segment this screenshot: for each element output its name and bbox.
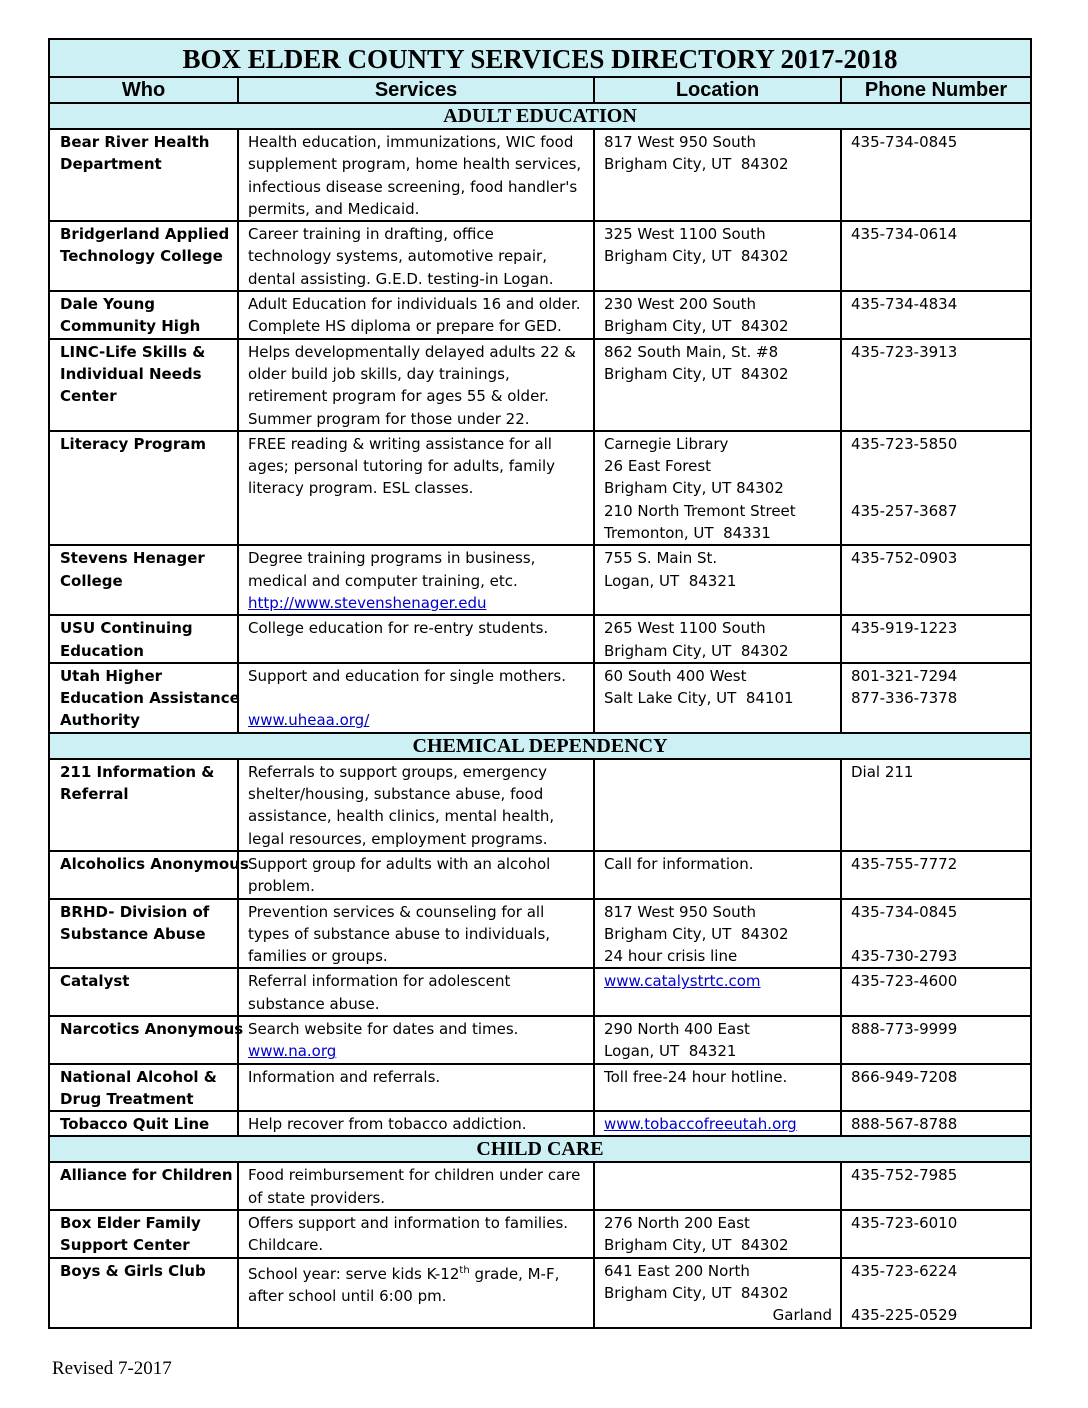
location-line: 290 North 400 East <box>604 1019 750 1038</box>
location-line: Brigham City, UT 84302 <box>604 364 789 383</box>
services-line: of state providers. <box>248 1188 386 1207</box>
cell-who <box>49 545 238 615</box>
services-line: Referral information for adolescent <box>248 972 511 991</box>
cell-location <box>594 663 841 733</box>
directory-page <box>48 38 1030 1329</box>
phone-line: 435-723-6010 <box>851 1214 958 1233</box>
location-line: 817 West 950 South <box>604 133 757 151</box>
services-line: Food reimbursement for children under care <box>248 1166 581 1185</box>
cell-location <box>594 129 841 221</box>
location-line: Brigham City, UT 84302 <box>604 247 789 266</box>
location-line: 817 West 950 South <box>604 902 757 921</box>
services-directory-table <box>48 38 1032 1329</box>
phone-line: 435-752-7985 <box>851 1166 958 1185</box>
cell-phone <box>841 1210 1031 1258</box>
services-line: Prevention services & counseling for all <box>248 902 545 921</box>
cell-phone <box>841 129 1031 221</box>
column-header-row <box>49 77 1031 103</box>
cell-services <box>238 431 594 545</box>
cell-who <box>49 615 238 663</box>
phone-line: 435-730-2793 <box>851 947 958 966</box>
location-line: 862 South Main, St. #8 <box>604 342 779 361</box>
section-title: CHILD CARE <box>49 1136 1031 1162</box>
cell-services <box>238 339 594 431</box>
phone-blank <box>851 1282 1022 1304</box>
services-line: Support group for adults with an alcohol <box>248 854 551 873</box>
cell-phone <box>841 1064 1031 1112</box>
directory-row <box>49 968 1031 1016</box>
cell-services <box>238 545 594 615</box>
directory-row <box>49 339 1031 431</box>
who-line: Education <box>60 641 144 660</box>
services-line: Summer program for those under 22. <box>248 409 530 428</box>
cell-who <box>49 851 249 899</box>
cell-location <box>594 1210 841 1258</box>
services-line: School year: serve kids K-12th grade, M-F, <box>248 1264 560 1283</box>
services-line: Information and referrals. <box>248 1067 441 1086</box>
services-line: Health education, immunizations, WIC food <box>248 133 574 151</box>
services-line: Help recover from tobacco addiction. <box>248 1115 527 1134</box>
location-line: 210 North Tremont Street <box>604 501 796 520</box>
services-line: FREE reading & writing assistance for all <box>248 434 552 453</box>
phone-line: 435-734-0845 <box>851 133 958 151</box>
directory-row <box>49 851 1031 899</box>
who-line: Alliance for Children <box>60 1166 233 1185</box>
cell-location <box>594 1111 841 1136</box>
services-line: infectious disease screening, food handler's <box>248 177 578 196</box>
cell-phone <box>841 1016 1031 1064</box>
services-line: Offers support and information to families. <box>248 1214 569 1233</box>
cell-services <box>238 1111 594 1136</box>
cell-phone <box>841 851 1031 899</box>
who-line: Substance Abuse <box>60 924 206 943</box>
location-line: Brigham City, UT 84302 <box>604 924 789 943</box>
cell-who <box>49 759 238 851</box>
column-header-phone: Phone Number <box>841 77 1031 103</box>
who-line: Stevens Henager <box>60 549 205 568</box>
services-line: permits, and Medicaid. <box>248 199 420 218</box>
cell-who <box>49 1210 238 1258</box>
who-line: Narcotics Anonymous <box>60 1019 244 1038</box>
cell-who <box>49 1064 238 1112</box>
cell-phone <box>841 545 1031 615</box>
cell-phone <box>841 615 1031 663</box>
cell-services <box>238 129 594 221</box>
cell-who <box>49 129 238 221</box>
location-line: Brigham City, UT 84302 <box>604 317 789 336</box>
services-line: retirement program for ages 55 & older. <box>248 387 549 406</box>
location-line: 26 East Forest <box>604 457 712 476</box>
location-line: 641 East 200 North <box>604 1261 750 1280</box>
phone-line: 866-949-7208 <box>851 1067 958 1086</box>
location-line: Brigham City, UT 84302 <box>604 1283 789 1302</box>
phone-line: 435-734-0614 <box>851 225 958 244</box>
who-line: Department <box>60 155 162 174</box>
location-line: Carnegie Library <box>604 434 729 453</box>
section-header-row <box>49 103 1031 129</box>
cell-location <box>594 968 841 1016</box>
who-line: Authority <box>60 711 140 730</box>
cell-services <box>238 1064 594 1112</box>
phone-line: 888-567-8788 <box>851 1115 958 1134</box>
services-line: College education for re-entry students. <box>248 619 549 638</box>
phone-line: 435-723-6224 <box>851 1261 958 1280</box>
who-line: Tobacco Quit Line <box>60 1115 210 1134</box>
section-header-row <box>49 733 1031 759</box>
who-line: Alcoholics Anonymous <box>60 854 249 873</box>
cell-who <box>49 899 238 969</box>
services-line: Career training in drafting, office <box>248 225 494 244</box>
services-line: literacy program. ESL classes. <box>248 479 474 498</box>
directory-row <box>49 759 1031 851</box>
directory-row <box>49 615 1031 663</box>
who-line: Education Assistance <box>60 689 240 708</box>
location-line: 230 West 200 South <box>604 295 757 314</box>
cell-location <box>594 339 841 431</box>
column-header-location: Location <box>594 77 841 103</box>
location-website-link[interactable]: www.tobaccofreeutah.org <box>604 1115 797 1134</box>
who-line: Box Elder Family <box>60 1214 201 1233</box>
phone-line: 435-755-7772 <box>851 854 958 873</box>
who-line: Catalyst <box>60 972 130 991</box>
cell-services <box>238 291 594 339</box>
directory-row <box>49 291 1031 339</box>
phone-blank <box>851 923 1022 945</box>
who-line: Community High <box>60 317 201 336</box>
phone-line: 435-752-0903 <box>851 549 958 568</box>
who-line: Drug Treatment <box>60 1089 194 1108</box>
phone-blank <box>851 477 1022 499</box>
cell-location <box>594 1258 841 1328</box>
directory-row <box>49 1016 1031 1064</box>
location-website-link[interactable]: www.catalystrtc.com <box>604 972 761 991</box>
section-title: ADULT EDUCATION <box>49 103 1031 129</box>
revision-footer: Revised 7-2017 <box>52 1358 172 1379</box>
directory-row <box>49 545 1031 615</box>
cell-services <box>238 759 594 851</box>
who-line: Referral <box>60 785 129 804</box>
services-website-link[interactable]: www.na.org <box>248 1042 337 1061</box>
cell-location <box>594 851 841 899</box>
phone-line: 435-257-3687 <box>851 501 958 520</box>
cell-services <box>238 663 594 733</box>
cell-services <box>238 615 594 663</box>
location-line: Brigham City, UT 84302 <box>604 1236 789 1255</box>
directory-row <box>49 1210 1031 1258</box>
cell-phone <box>841 759 1031 851</box>
cell-services <box>238 1016 594 1064</box>
cell-phone <box>841 968 1031 1016</box>
cell-who <box>49 1016 244 1064</box>
location-line: 265 West 1100 South <box>604 619 766 638</box>
services-line: after school until 6:00 pm. <box>248 1286 447 1305</box>
phone-line: 435-919-1223 <box>851 619 958 638</box>
section-header-row <box>49 1136 1031 1162</box>
who-line: USU Continuing <box>60 619 193 638</box>
cell-phone <box>841 663 1031 733</box>
who-line: 211 Information & <box>60 762 215 781</box>
phone-line: 435-723-5850 <box>851 434 958 453</box>
location-line: 755 S. Main St. <box>604 549 718 568</box>
cell-location <box>594 431 841 545</box>
cell-location <box>594 291 841 339</box>
services-line: shelter/housing, substance abuse, food <box>248 785 544 804</box>
cell-phone <box>841 899 1031 969</box>
directory-row <box>49 663 1031 733</box>
cell-who <box>49 663 238 733</box>
location-line: 276 North 200 East <box>604 1214 750 1233</box>
location-line: Toll free-24 hour hotline. <box>604 1067 788 1086</box>
services-line: older build job skills, day trainings, <box>248 364 510 383</box>
services-website-link[interactable]: http://www.stevenshenager.edu <box>248 593 487 612</box>
phone-line: 435-723-4600 <box>851 972 958 991</box>
cell-location <box>594 899 841 969</box>
location-line: Tremonton, UT 84331 <box>604 524 771 543</box>
services-website-link[interactable]: www.uheaa.org/ <box>248 711 370 730</box>
directory-row <box>49 431 1031 545</box>
services-line: Support and education for single mothers. <box>248 666 566 685</box>
cell-location <box>594 1016 841 1064</box>
section-title: CHEMICAL DEPENDENCY <box>49 733 1031 759</box>
services-blank <box>248 687 585 709</box>
directory-row <box>49 899 1031 969</box>
services-line: legal resources, employment programs. <box>248 829 548 848</box>
who-line: Individual Needs <box>60 364 202 383</box>
column-header-services: Services <box>238 77 594 103</box>
cell-services <box>238 851 594 899</box>
phone-line: 877-336-7378 <box>851 689 958 708</box>
services-line: substance abuse. <box>248 994 380 1013</box>
who-line: Bridgerland Applied <box>60 225 230 244</box>
cell-services <box>238 1210 594 1258</box>
cell-who <box>49 1162 238 1210</box>
directory-row <box>49 1111 1031 1136</box>
location-line: Garland <box>772 1306 832 1325</box>
who-line: Utah Higher <box>60 666 163 685</box>
phone-blank <box>851 455 1022 477</box>
location-line: Brigham City, UT 84302 <box>604 155 789 174</box>
location-line: 60 South 400 West <box>604 666 747 685</box>
who-line: Bear River Health <box>60 133 210 151</box>
cell-services <box>238 899 594 969</box>
services-line: families or groups. <box>248 947 388 966</box>
phone-line: 435-734-4834 <box>851 295 958 314</box>
cell-phone <box>841 1162 1031 1210</box>
cell-phone <box>841 291 1031 339</box>
who-line: College <box>60 571 123 590</box>
services-line: Adult Education for individuals 16 and older. <box>248 295 581 314</box>
services-line: types of substance abuse to individuals, <box>248 924 551 943</box>
location-line: 24 hour crisis line <box>604 947 738 966</box>
cell-phone <box>841 1258 1031 1328</box>
cell-who <box>49 1258 238 1328</box>
cell-who <box>49 339 238 431</box>
directory-row <box>49 221 1031 291</box>
services-line: Helps developmentally delayed adults 22 & <box>248 342 576 361</box>
services-line: dental assisting. G.E.D. testing-in Logan. <box>248 269 554 288</box>
who-line: National Alcohol & <box>60 1067 217 1086</box>
who-line: Boys & Girls Club <box>60 1261 206 1280</box>
who-line: BRHD- Division of <box>60 902 210 921</box>
cell-phone <box>841 339 1031 431</box>
cell-location <box>594 1064 841 1112</box>
services-line: ages; personal tutoring for adults, family <box>248 457 556 476</box>
column-header-who: Who <box>49 77 238 103</box>
cell-location <box>594 545 841 615</box>
location-line: Logan, UT 84321 <box>604 1042 737 1061</box>
services-line: problem. <box>248 877 315 896</box>
location-line: Call for information. <box>604 854 754 873</box>
services-line: supplement program, home health services, <box>248 155 582 174</box>
cell-phone <box>841 1111 1031 1136</box>
cell-location <box>594 759 841 851</box>
cell-services <box>238 1258 594 1328</box>
cell-services <box>238 1162 594 1210</box>
location-line: Salt Lake City, UT 84101 <box>604 689 794 708</box>
services-line: assistance, health clinics, mental health, <box>248 807 555 826</box>
cell-location <box>594 615 841 663</box>
who-line: Technology College <box>60 247 223 266</box>
services-line: medical and computer training, etc. <box>248 571 518 590</box>
cell-phone <box>841 221 1031 291</box>
services-line: Complete HS diploma or prepare for GED. <box>248 317 562 336</box>
cell-who <box>49 1111 238 1136</box>
phone-line: Dial 211 <box>851 762 914 781</box>
directory-row <box>49 129 1031 221</box>
cell-location <box>594 1162 841 1210</box>
phone-line: 435-734-0845 <box>851 902 958 921</box>
cell-who <box>49 431 238 545</box>
directory-row <box>49 1162 1031 1210</box>
cell-services <box>238 968 594 1016</box>
services-line: Childcare. <box>248 1236 324 1255</box>
who-line: LINC-Life Skills & <box>60 342 206 361</box>
cell-location <box>594 221 841 291</box>
cell-phone <box>841 431 1031 545</box>
services-line: Referrals to support groups, emergency <box>248 762 547 781</box>
location-line: Brigham City, UT 84302 <box>604 641 789 660</box>
phone-line: 435-723-3913 <box>851 342 958 361</box>
cell-who <box>49 221 238 291</box>
who-line: Support Center <box>60 1236 190 1255</box>
cell-services <box>238 221 594 291</box>
cell-who <box>49 968 238 1016</box>
page-title: BOX ELDER COUNTY SERVICES DIRECTORY 2017-2018 <box>49 39 1031 77</box>
phone-line: 801-321-7294 <box>851 666 958 685</box>
services-line: Degree training programs in business, <box>248 549 536 568</box>
cell-who <box>49 291 238 339</box>
services-line: Search website for dates and times. <box>248 1019 519 1038</box>
who-line: Literacy Program <box>60 434 207 453</box>
services-line: technology systems, automotive repair, <box>248 247 547 266</box>
directory-row <box>49 1258 1031 1328</box>
location-line: Brigham City, UT 84302 <box>604 479 784 498</box>
directory-row <box>49 1064 1031 1112</box>
phone-line: 888-773-9999 <box>851 1019 958 1038</box>
location-line: Logan, UT 84321 <box>604 571 737 590</box>
who-line: Dale Young <box>60 295 155 314</box>
phone-line: 435-225-0529 <box>851 1306 958 1325</box>
who-line: Center <box>60 387 117 406</box>
location-line: 325 West 1100 South <box>604 225 766 244</box>
